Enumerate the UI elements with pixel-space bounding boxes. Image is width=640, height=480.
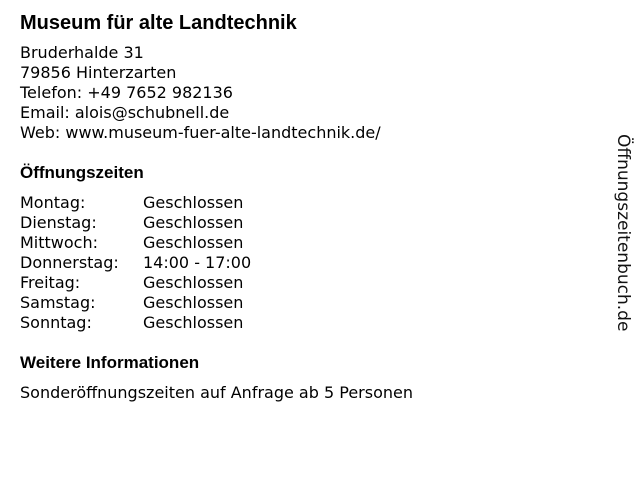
hours-row-monday (20, 193, 600, 213)
phone: Telefon: +49 7652 982136 (20, 83, 233, 102)
more-info-text: Sonderöffnungszeiten auf Anfrage ab 5 Personen (20, 383, 413, 402)
day-label: Samstag: (20, 293, 96, 312)
hours-value: Geschlossen (143, 213, 244, 232)
hours-value: Geschlossen (143, 233, 244, 252)
street: Bruderhalde 31 (20, 43, 144, 62)
hours-value: Geschlossen (143, 273, 244, 292)
website: Web: www.museum-fuer-alte-landtechnik.de/ (20, 123, 381, 142)
museum-info (20, 11, 600, 403)
hours-value: 14:00 - 17:00 (143, 253, 252, 272)
day-label: Freitag: (20, 273, 81, 292)
hours-row-sunday (20, 313, 600, 333)
day-label: Montag: (20, 193, 86, 212)
address-block (20, 43, 600, 143)
opening-hours-table (20, 193, 600, 333)
city: 79856 Hinterzarten (20, 63, 177, 82)
hours-row-thursday (20, 253, 600, 273)
hours-row-tuesday (20, 213, 600, 233)
day-label: Mittwoch: (20, 233, 98, 252)
page-title: Museum für alte Landtechnik (20, 12, 297, 34)
more-info-heading: Weitere Informationen (20, 353, 200, 372)
opening-hours-heading: Öffnungszeiten (20, 163, 144, 182)
hours-value: Geschlossen (143, 193, 244, 212)
site-watermark-label: Öffnungszeitenbuch.de (613, 134, 633, 332)
hours-row-saturday (20, 293, 600, 313)
hours-row-friday (20, 273, 600, 293)
hours-value: Geschlossen (143, 293, 244, 312)
hours-row-wednesday (20, 233, 600, 253)
hours-value: Geschlossen (143, 313, 244, 332)
day-label: Sonntag: (20, 313, 92, 332)
email: Email: alois@schubnell.de (20, 103, 230, 122)
day-label: Donnerstag: (20, 253, 119, 272)
day-label: Dienstag: (20, 213, 97, 232)
